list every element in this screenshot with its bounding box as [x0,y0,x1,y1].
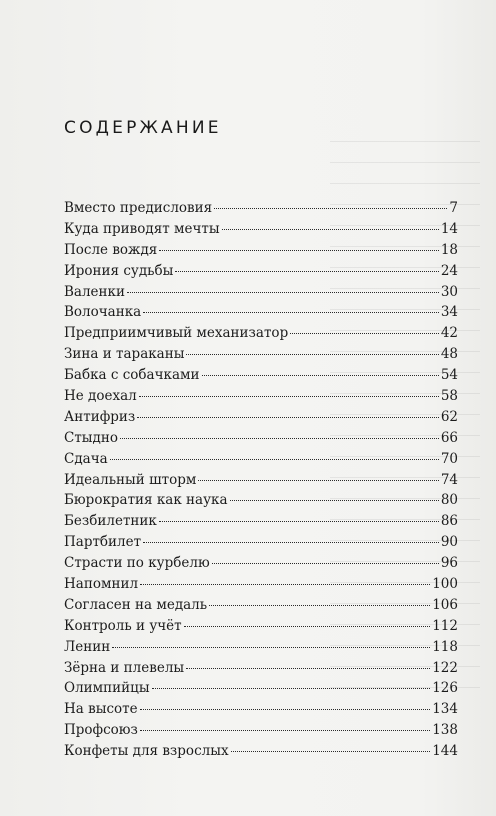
toc-entry-title: Идеальный шторм [64,471,197,488]
toc-entry-page-number: 58 [440,388,458,405]
toc-entry [64,408,458,429]
toc-dot-leader [140,730,430,731]
toc-entry-title: Страсти по курбелю [64,555,210,572]
toc-entry-title: Валенки [64,283,125,300]
toc-dot-leader [143,542,439,543]
toc-entry-page-number: 100 [432,576,458,593]
toc-entry-page-number: 54 [440,367,458,384]
toc-entry [64,471,458,492]
toc-entry [64,429,458,450]
toc-dot-leader [112,647,430,648]
toc-entry [64,387,458,408]
toc-entry-page-number: 112 [432,617,458,634]
toc-entry-page-number: 134 [432,701,458,718]
toc-entry [64,450,458,471]
toc-entry [64,241,458,262]
toc-dot-leader [222,229,439,230]
toc-entry-title: Контроль и учёт [64,617,182,634]
toc-dot-leader [110,459,439,460]
toc-dot-leader [209,605,430,606]
toc-entry-title: Куда приводят мечты [64,220,220,237]
toc-dot-leader [143,312,439,313]
toc-entry-title: Олимпийцы [64,680,150,697]
toc-entry [64,283,458,304]
toc-entry [64,512,458,533]
toc-entry-title: Бюрократия как наука [64,492,228,509]
toc-dot-leader [212,563,439,564]
toc-entry-page-number: 96 [440,555,458,572]
toc-entry [64,575,458,596]
toc-entry-title: Конфеты для взрослых [64,743,229,760]
toc-entry [64,679,458,700]
toc-dot-leader [184,626,431,627]
toc-dot-leader [202,375,439,376]
toc-entry-page-number: 138 [432,722,458,739]
toc-entry-page-number: 24 [440,262,458,279]
toc-entry-title: После вождя [64,241,158,258]
toc-entry [64,199,458,220]
toc-dot-leader [230,500,439,501]
toc-entry [64,262,458,283]
toc-entry [64,721,458,742]
toc-entry-page-number: 18 [440,241,458,258]
toc-entry-page-number: 34 [440,304,458,321]
toc-entry [64,617,458,638]
toc-entry-title: Бабка с собачками [64,367,200,384]
toc-entry [64,659,458,680]
toc-entry-page-number: 7 [449,200,458,216]
toc-dot-leader [120,438,439,439]
toc-entry-title: Сдача [64,450,108,467]
toc-dot-leader [140,709,431,710]
page-title: СОДЕРЖАНИЕ [64,118,222,138]
toc-entry-title: Зина и тараканы [64,346,185,363]
toc-entry-page-number: 106 [432,596,458,613]
toc-dot-leader [139,396,439,397]
toc-entry-page-number: 62 [440,408,458,425]
toc-dot-leader [159,521,439,522]
toc-entry-page-number: 66 [440,429,458,446]
toc-entry-title: Ирония судьбы [64,262,174,279]
toc-entry-page-number: 70 [440,450,458,467]
toc-entry-title: Партбилет [64,534,142,551]
toc-entry-title: Профсоюз [64,722,138,739]
toc-entry-page-number: 122 [432,659,458,676]
toc-entry-title: Вместо предисловия [64,200,213,216]
toc-entry-title: Стыдно [64,429,118,446]
toc-dot-leader [175,271,438,272]
toc-entry-page-number: 144 [432,743,458,760]
toc-entry-page-number: 80 [440,492,458,509]
toc-entry-title: Предприимчивый механизатор [64,325,289,342]
toc-entry-title: Ленин [64,638,111,655]
toc-entry-title: Антифриз [64,408,136,425]
toc-entry [64,700,458,721]
toc-entry-title: Безбилетник [64,513,157,530]
toc-entry-title: Согласен на медаль [64,596,208,613]
toc-dot-leader [290,333,439,334]
toc-entry [64,533,458,554]
toc-entry-title: Не доехал [64,388,137,405]
toc-entry-page-number: 30 [440,283,458,300]
toc-entry-page-number: 74 [440,471,458,488]
toc-dot-leader [152,688,431,689]
toc-entry-title: Зёрна и плевелы [64,659,185,676]
toc-entry [64,596,458,617]
toc-entry [64,303,458,324]
toc-entry-page-number: 118 [432,638,458,655]
toc-dot-leader [214,208,447,209]
toc-entry-title: Напомнил [64,576,139,593]
toc-entry-title: Волочанка [64,304,142,321]
toc-entry [64,324,458,345]
toc-entry-page-number: 14 [440,220,458,237]
toc-entry [64,742,458,763]
toc-dot-leader [198,480,438,481]
toc-dot-leader [137,417,439,418]
table-of-contents [64,199,458,763]
toc-dot-leader [140,584,430,585]
toc-entry [64,345,458,366]
toc-dot-leader [186,668,430,669]
toc-entry-title: На высоте [64,701,138,718]
toc-entry-page-number: 126 [432,680,458,697]
toc-entry-page-number: 48 [440,346,458,363]
toc-entry-page-number: 90 [440,534,458,551]
toc-entry-page-number: 42 [440,325,458,342]
toc-entry [64,491,458,512]
toc-dot-leader [231,751,431,752]
toc-entry-page-number: 86 [440,513,458,530]
toc-entry [64,220,458,241]
toc-dot-leader [127,292,439,293]
toc-entry [64,638,458,659]
toc-dot-leader [186,354,438,355]
toc-dot-leader [159,250,439,251]
toc-entry [64,366,458,387]
toc-entry [64,554,458,575]
